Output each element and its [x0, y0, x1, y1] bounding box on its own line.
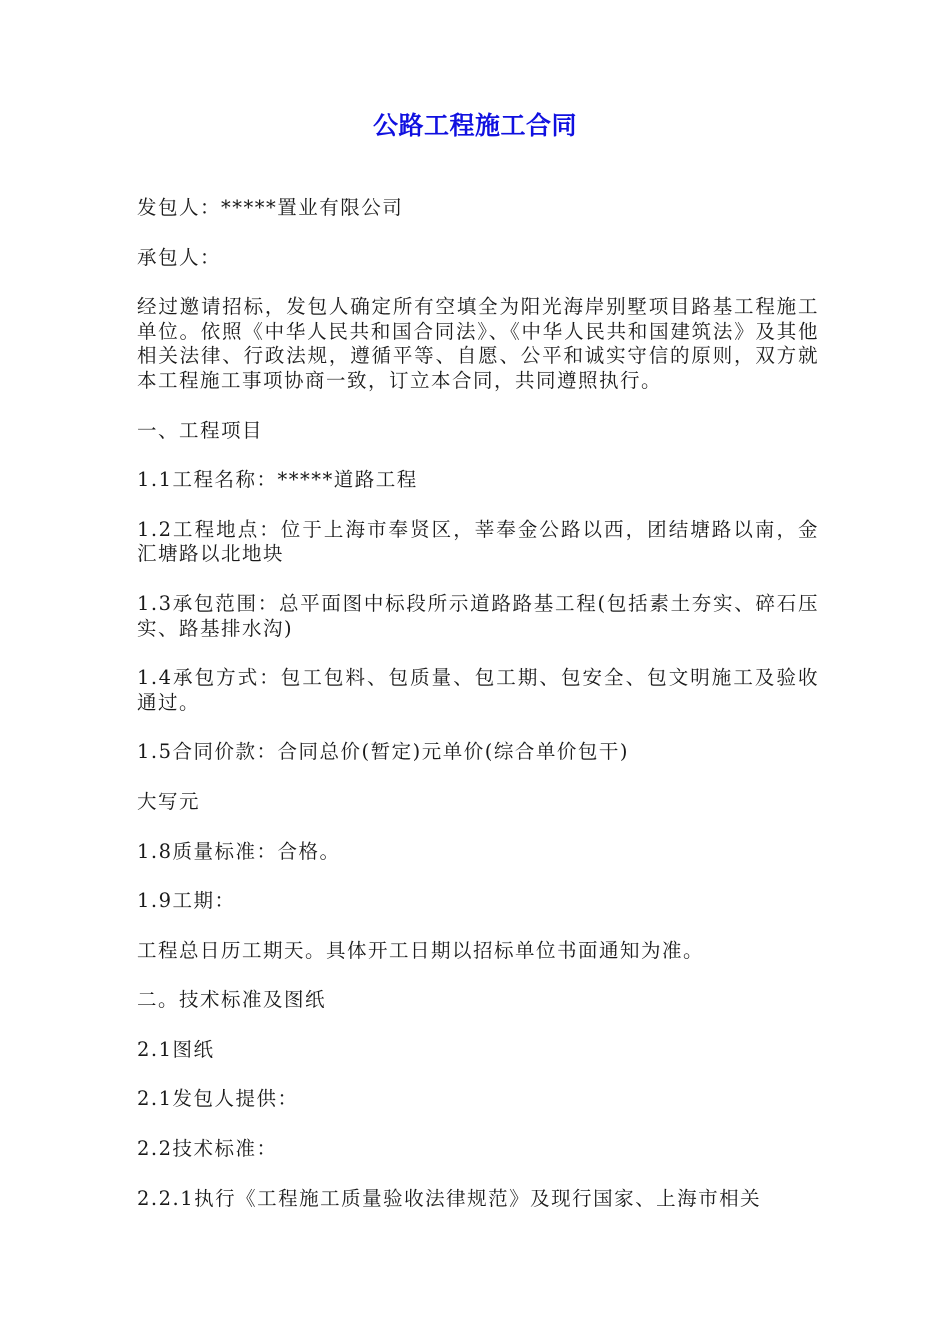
document-title: 公路工程施工合同 — [372, 111, 577, 140]
paragraph-contractor: 承包人： — [137, 245, 222, 269]
paragraph-employer: 发包人：*****置业有限公司 — [137, 196, 404, 219]
clause-1-1: 1.1工程名称：*****道路工程 — [137, 468, 418, 492]
paragraph-duration: 工程总日历工期天。具体开工日期以招标单位书面通知为准。 — [137, 938, 705, 962]
clause-2-2: 2.2技术标准： — [137, 1137, 278, 1161]
clause-1-3: 1.3承包范围：总平面图中标段所示道路路基工程(包括素土夯实、碎石压实、路基排水沟) — [137, 591, 819, 640]
paragraph-amount-words: 大写元 — [137, 789, 201, 813]
clause-1-8: 1.8质量标准：合格。 — [137, 839, 341, 863]
clause-1-9: 1.9工期： — [137, 889, 236, 913]
paragraph-preamble: 经过邀请招标，发包人确定所有空填全为阳光海岸别墅项目路基工程施工单位。依照《中华人民共和国合同法》、《中华人民共和国建筑法》及其他相关法律、行政法规，遵循平等、自愿、公平和诚实守信的原则，双方就本工程施工事项协商一致，订立本合同，共同遵照执行。 — [137, 295, 819, 392]
clause-1-5: 1.5合同价款：合同总价(暂定)元单价(综合单价包干) — [137, 740, 629, 764]
clause-2-2-1: 2.2.1执行《工程施工质量验收法律规范》及现行国家、上海市相关 — [137, 1186, 762, 1210]
clause-2-1-drawings: 2.1图纸 — [137, 1037, 215, 1061]
clause-2-1-provided: 2.1发包人提供： — [137, 1087, 299, 1111]
document-body — [137, 196, 819, 1236]
clause-1-2: 1.2工程地点：位于上海市奉贤区，莘奉金公路以西，团结塘路以南，金汇塘路以北地块 — [137, 517, 819, 566]
section-heading-project: 一、工程项目 — [137, 418, 264, 442]
clause-1-4: 1.4承包方式：包工包料、包质量、包工期、包安全、包文明施工及验收通过。 — [137, 666, 819, 714]
section-heading-technical: 二。技术标准及图纸 — [137, 988, 327, 1012]
